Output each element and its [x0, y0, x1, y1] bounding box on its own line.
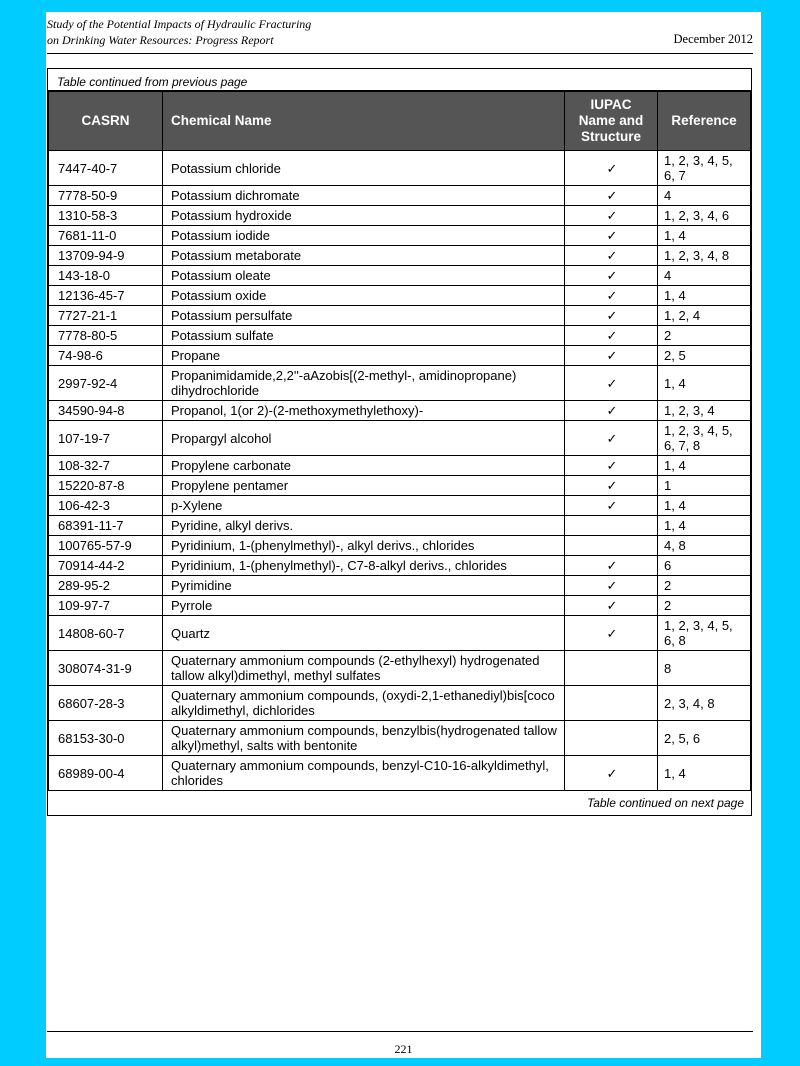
casrn-cell: 14808-60-7	[49, 616, 163, 651]
running-header-title	[47, 16, 311, 48]
table-row	[49, 326, 751, 346]
reference-cell: 1, 2, 3, 4, 5, 6, 8	[658, 616, 751, 651]
iupac-check-cell: ✓	[565, 576, 658, 596]
column-header-iupac	[565, 92, 658, 151]
table-body	[49, 151, 751, 791]
iupac-check-cell: ✓	[565, 456, 658, 476]
chemical-name-cell: Propylene pentamer	[163, 476, 565, 496]
iupac-check-cell: ✓	[565, 346, 658, 366]
iupac-check-cell	[565, 651, 658, 686]
chemical-name-cell: Potassium metaborate	[163, 246, 565, 266]
casrn-cell: 68391-11-7	[49, 516, 163, 536]
chemical-name-cell: Potassium chloride	[163, 151, 565, 186]
table-row	[49, 576, 751, 596]
chemical-name-cell: Potassium hydroxide	[163, 206, 565, 226]
reference-cell: 4, 8	[658, 536, 751, 556]
table-row	[49, 651, 751, 686]
table-row	[49, 306, 751, 326]
iupac-check-cell: ✓	[565, 266, 658, 286]
chemical-name-cell: p-Xylene	[163, 496, 565, 516]
chemical-name-cell: Potassium oxide	[163, 286, 565, 306]
casrn-cell: 68607-28-3	[49, 686, 163, 721]
reference-cell: 1, 2, 3, 4, 8	[658, 246, 751, 266]
reference-cell: 2	[658, 596, 751, 616]
table-row	[49, 266, 751, 286]
table-row	[49, 206, 751, 226]
table-row	[49, 686, 751, 721]
reference-cell: 1, 2, 3, 4, 5, 6, 7, 8	[658, 421, 751, 456]
iupac-check-cell: ✓	[565, 496, 658, 516]
table-row	[49, 246, 751, 266]
reference-cell: 1, 2, 3, 4, 5, 6, 7	[658, 151, 751, 186]
table-row	[49, 401, 751, 421]
document-page	[46, 12, 761, 1058]
chemical-name-cell: Pyridinium, 1-(phenylmethyl)-, alkyl derivs., chlorides	[163, 536, 565, 556]
casrn-cell: 7447-40-7	[49, 151, 163, 186]
header-title-line-2: on Drinking Water Resources: Progress Report	[47, 33, 274, 47]
chemical-name-cell: Pyridine, alkyl derivs.	[163, 516, 565, 536]
casrn-cell: 109-97-7	[49, 596, 163, 616]
chemical-name-cell: Propanimidamide,2,2''-aAzobis[(2-methyl-, amidinopropane) dihydrochloride	[163, 366, 565, 401]
casrn-cell: 12136-45-7	[49, 286, 163, 306]
table-row	[49, 421, 751, 456]
iupac-check-cell: ✓	[565, 206, 658, 226]
reference-cell: 2	[658, 326, 751, 346]
casrn-cell: 68153-30-0	[49, 721, 163, 756]
chemical-name-cell: Pyridinium, 1-(phenylmethyl)-, C7-8-alkyl derivs., chlorides	[163, 556, 565, 576]
reference-cell: 2, 5	[658, 346, 751, 366]
chemical-name-cell: Potassium sulfate	[163, 326, 565, 346]
iupac-header-line-3: Structure	[580, 129, 641, 144]
casrn-cell: 68989-00-4	[49, 756, 163, 791]
iupac-header-line-2: Name and	[578, 113, 644, 128]
casrn-cell: 108-32-7	[49, 456, 163, 476]
casrn-cell: 7778-50-9	[49, 186, 163, 206]
casrn-cell: 1310-58-3	[49, 206, 163, 226]
reference-cell: 1, 2, 4	[658, 306, 751, 326]
iupac-check-cell: ✓	[565, 401, 658, 421]
iupac-check-cell	[565, 686, 658, 721]
table-row	[49, 346, 751, 366]
iupac-check-cell: ✓	[565, 286, 658, 306]
reference-cell: 1, 4	[658, 286, 751, 306]
iupac-check-cell	[565, 536, 658, 556]
reference-cell: 1, 4	[658, 496, 751, 516]
casrn-cell: 289-95-2	[49, 576, 163, 596]
chemical-name-cell: Quaternary ammonium compounds, benzylbis(hydrogenated tallow alkyl)methyl, salts with bentonite	[163, 721, 565, 756]
iupac-check-cell: ✓	[565, 616, 658, 651]
reference-cell: 1, 4	[658, 456, 751, 476]
casrn-cell: 7778-80-5	[49, 326, 163, 346]
casrn-cell: 7727-21-1	[49, 306, 163, 326]
table-row	[49, 556, 751, 576]
page-number: 221	[394, 1042, 413, 1056]
iupac-check-cell: ✓	[565, 556, 658, 576]
reference-cell: 1, 4	[658, 516, 751, 536]
chemical-name-cell: Quartz	[163, 616, 565, 651]
table-row	[49, 226, 751, 246]
reference-cell: 4	[658, 266, 751, 286]
iupac-check-cell: ✓	[565, 756, 658, 791]
header-rule	[47, 53, 753, 54]
casrn-cell: 13709-94-9	[49, 246, 163, 266]
table-row	[49, 596, 751, 616]
iupac-check-cell: ✓	[565, 186, 658, 206]
table-header-row	[49, 92, 751, 151]
iupac-check-cell: ✓	[565, 306, 658, 326]
table-row	[49, 616, 751, 651]
casrn-cell: 308074-31-9	[49, 651, 163, 686]
reference-cell: 1, 4	[658, 366, 751, 401]
reference-cell: 4	[658, 186, 751, 206]
reference-cell: 2, 3, 4, 8	[658, 686, 751, 721]
reference-cell: 1, 4	[658, 756, 751, 791]
iupac-header-line-1: IUPAC	[590, 97, 632, 112]
reference-cell: 1	[658, 476, 751, 496]
column-header-chemical-name: Chemical Name	[163, 92, 565, 151]
table-continued-on-note: Table continued on next page	[586, 796, 744, 810]
iupac-check-cell: ✓	[565, 326, 658, 346]
iupac-check-cell: ✓	[565, 151, 658, 186]
iupac-check-cell: ✓	[565, 226, 658, 246]
table-row	[49, 151, 751, 186]
iupac-check-cell: ✓	[565, 476, 658, 496]
chemical-table	[48, 91, 751, 791]
chemical-name-cell: Quaternary ammonium compounds (2-ethylhexyl) hydrogenated tallow alkyl)dimethyl, methyl sulfates	[163, 651, 565, 686]
header-title-line-1: Study of the Potential Impacts of Hydraulic Fracturing	[47, 17, 312, 31]
reference-cell: 6	[658, 556, 751, 576]
table-row	[49, 286, 751, 306]
reference-cell: 1, 2, 3, 4	[658, 401, 751, 421]
table-row	[49, 756, 751, 791]
casrn-cell: 2997-92-4	[49, 366, 163, 401]
casrn-cell: 70914-44-2	[49, 556, 163, 576]
iupac-check-cell: ✓	[565, 366, 658, 401]
casrn-cell: 106-42-3	[49, 496, 163, 516]
reference-cell: 8	[658, 651, 751, 686]
footer-rule	[47, 1031, 753, 1032]
chemical-name-cell: Quaternary ammonium compounds, (oxydi-2,1-ethanediyl)bis[coco alkyldimethyl, dichlorides	[163, 686, 565, 721]
table-row	[49, 496, 751, 516]
chemical-table-container	[47, 68, 752, 816]
column-header-casrn: CASRN	[49, 92, 163, 151]
table-row	[49, 366, 751, 401]
chemical-name-cell: Potassium dichromate	[163, 186, 565, 206]
casrn-cell: 107-19-7	[49, 421, 163, 456]
casrn-cell: 15220-87-8	[49, 476, 163, 496]
casrn-cell: 143-18-0	[49, 266, 163, 286]
chemical-name-cell: Propanol, 1(or 2)-(2-methoxymethylethoxy)-	[163, 401, 565, 421]
table-row	[49, 536, 751, 556]
chemical-name-cell: Propane	[163, 346, 565, 366]
iupac-check-cell: ✓	[565, 421, 658, 456]
iupac-check-cell: ✓	[565, 596, 658, 616]
casrn-cell: 34590-94-8	[49, 401, 163, 421]
reference-cell: 2	[658, 576, 751, 596]
reference-cell: 1, 4	[658, 226, 751, 246]
chemical-name-cell: Quaternary ammonium compounds, benzyl-C10-16-alkyldimethyl, chlorides	[163, 756, 565, 791]
column-header-reference: Reference	[658, 92, 751, 151]
casrn-cell: 100765-57-9	[49, 536, 163, 556]
table-row	[49, 186, 751, 206]
casrn-cell: 74-98-6	[49, 346, 163, 366]
chemical-name-cell: Potassium iodide	[163, 226, 565, 246]
table-row	[49, 456, 751, 476]
iupac-check-cell: ✓	[565, 246, 658, 266]
table-row	[49, 516, 751, 536]
iupac-check-cell	[565, 721, 658, 756]
chemical-name-cell: Propargyl alcohol	[163, 421, 565, 456]
chemical-name-cell: Potassium persulfate	[163, 306, 565, 326]
header-date: December 2012	[673, 32, 753, 46]
chemical-name-cell: Potassium oleate	[163, 266, 565, 286]
chemical-name-cell: Propylene carbonate	[163, 456, 565, 476]
table-continued-from-note: Table continued from previous page	[48, 69, 751, 91]
table-row	[49, 476, 751, 496]
casrn-cell: 7681-11-0	[49, 226, 163, 246]
reference-cell: 1, 2, 3, 4, 6	[658, 206, 751, 226]
iupac-check-cell	[565, 516, 658, 536]
chemical-name-cell: Pyrimidine	[163, 576, 565, 596]
table-row	[49, 721, 751, 756]
reference-cell: 2, 5, 6	[658, 721, 751, 756]
chemical-name-cell: Pyrrole	[163, 596, 565, 616]
